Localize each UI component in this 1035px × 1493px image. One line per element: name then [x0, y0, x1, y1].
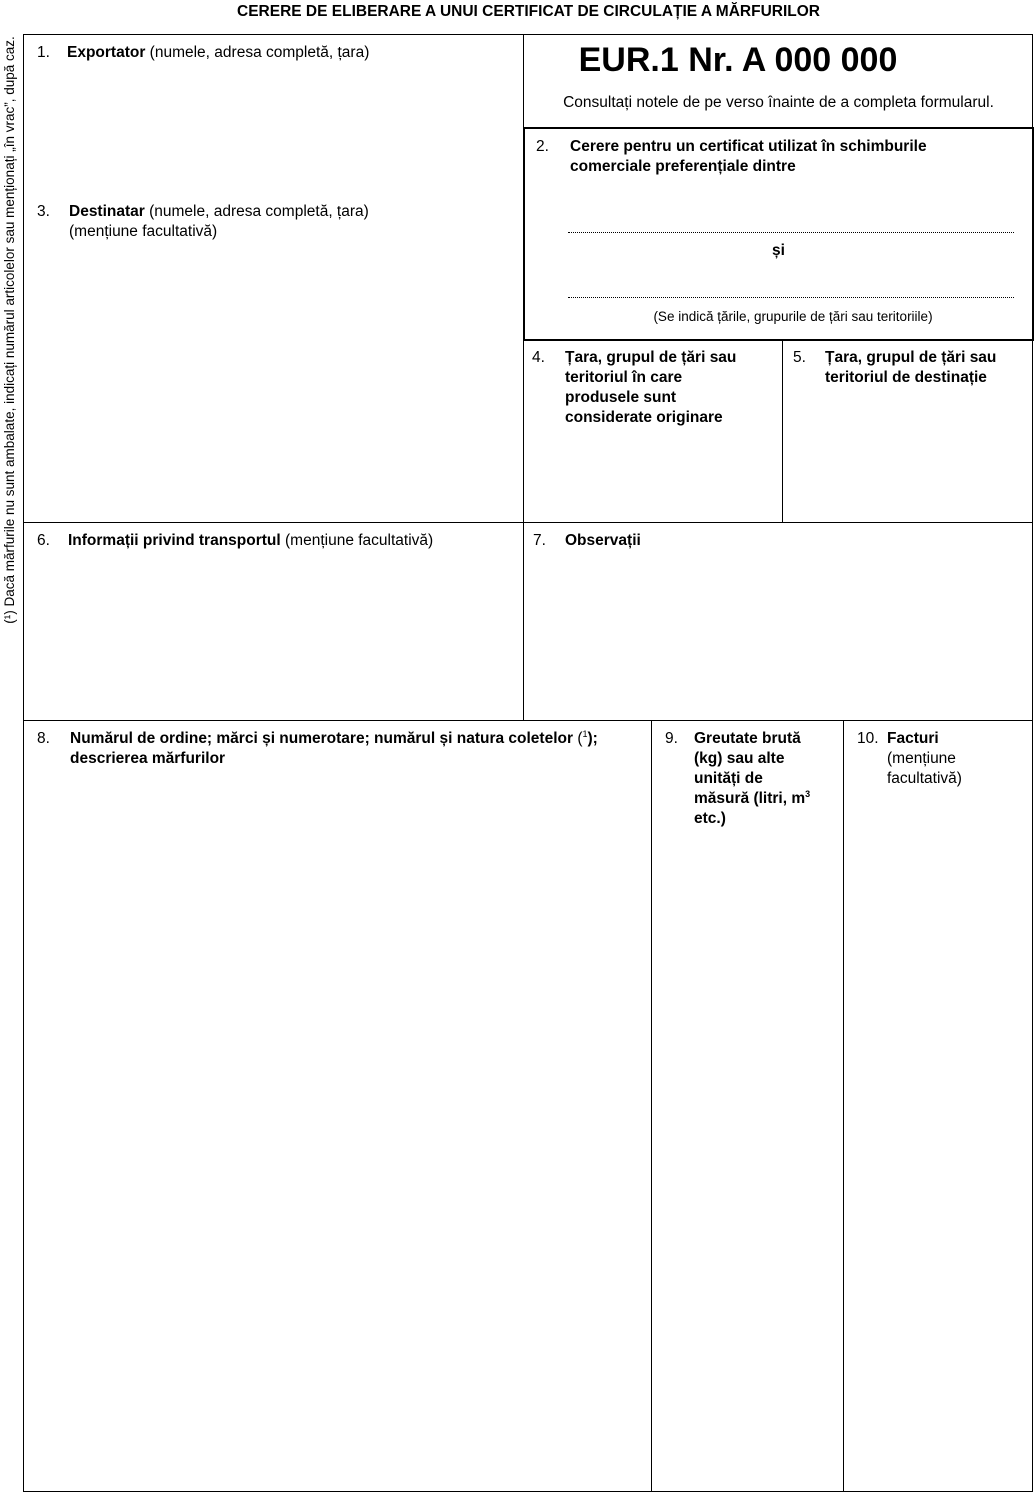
field-4-line-3: produsele sunt: [565, 389, 677, 406]
field-4-line-2: teritoriul în care: [565, 369, 683, 386]
field-8-footnote-close: );: [587, 730, 598, 747]
form-grid: [23, 34, 1033, 1492]
field-9-line-4-sup: 3: [805, 788, 811, 799]
field-2-title-line1: Cerere pentru un certificat utilizat în schimburile: [570, 138, 927, 155]
field-4-origin-country[interactable]: [532, 348, 772, 513]
field-2-dotted-line-2[interactable]: [568, 297, 1014, 298]
field-6-number: 6.: [37, 532, 50, 549]
page-title: CERERE DE ELIBERARE A UNUI CERTIFICAT DE CIRCULAȚIE A MĂRFURILOR: [237, 3, 820, 20]
field-4-line-4: considerate originare: [565, 409, 723, 426]
field-3-title: Destinatar: [69, 203, 145, 220]
field-10-desc-2: facultativă): [887, 770, 962, 787]
field-9-line-3: unități de: [694, 770, 763, 787]
divider-horizontal-row8: [24, 720, 1032, 721]
field-8-goods-description[interactable]: [37, 729, 642, 1479]
field-8-footnote-open: (: [573, 730, 583, 747]
side-footnote-text: (¹) Dacă mărfurile nu sunt ambalate, indicați numărul articolelor sau menționați „în vrac”, după caz.: [2, 36, 17, 624]
field-4-line-1: Țara, grupul de țări sau: [565, 349, 737, 366]
field-5-line-1: Țara, grupul de țări sau: [825, 349, 997, 366]
field-9-gross-weight[interactable]: [665, 729, 835, 1479]
field-3-desc: (numele, adresa completă, țara): [144, 203, 369, 220]
field-9-line-4: măsură (litri, m: [694, 790, 806, 807]
field-5-line-2: teritoriul de destinație: [825, 369, 987, 386]
divider-vertical-8-9: [651, 720, 652, 1491]
certificate-number: EUR.1 Nr. A 000 000: [578, 41, 898, 79]
field-8-title-line1: Numărul de ordine; mărci și numerotare; numărul și natura coletelor: [70, 730, 574, 747]
field-9-line-1: Greutate brută: [694, 730, 801, 747]
field-7-number: 7.: [533, 532, 546, 549]
field-10-title: Facturi: [887, 730, 939, 747]
field-8-title-line2: descrierea mărfurilor: [70, 750, 226, 767]
field-10-number: 10.: [857, 730, 879, 747]
divider-vertical-4-5: [782, 341, 783, 522]
field-9-line-2: (kg) sau alte: [694, 750, 785, 767]
field-2-and: și: [772, 242, 785, 259]
divider-vertical-9-10: [843, 720, 844, 1491]
consult-note: Consultați notele de pe verso înainte de a completa formularul.: [563, 94, 994, 111]
field-10-desc-1: (mențiune: [887, 750, 956, 767]
side-footnote: [0, 0, 20, 660]
field-1-title: Exportator: [67, 44, 146, 61]
field-2-number: 2.: [536, 138, 549, 155]
field-3-desc-2: (mențiune facultativă): [69, 223, 218, 240]
field-1-number: 1.: [37, 44, 50, 61]
field-6-desc: (mențiune facultativă): [280, 532, 434, 549]
field-7-remarks[interactable]: [533, 531, 1023, 711]
field-5-destination-country[interactable]: [793, 348, 1028, 513]
field-4-number: 4.: [532, 349, 545, 366]
field-2-dotted-line-1[interactable]: [568, 232, 1014, 233]
divider-horizontal-row6: [24, 522, 1032, 523]
field-7-title: Observații: [565, 532, 641, 549]
field-5-number: 5.: [793, 349, 806, 366]
field-3-number: 3.: [37, 203, 50, 220]
field-10-invoices[interactable]: [857, 729, 1027, 1479]
field-2-countries[interactable]: [523, 127, 1034, 341]
field-9-number: 9.: [665, 730, 678, 747]
field-3-consignee[interactable]: [37, 202, 507, 502]
field-1-desc: (numele, adresa completă, țara): [145, 44, 370, 61]
field-1-exporter[interactable]: [37, 43, 507, 193]
field-2-note: (Se indică țările, grupurile de țări sau teritoriile): [653, 309, 933, 324]
field-9-line-5: etc.): [694, 810, 726, 827]
field-8-footnote-mark: 1: [582, 728, 588, 739]
field-6-transport[interactable]: [37, 531, 517, 711]
field-8-number: 8.: [37, 730, 50, 747]
field-6-title: Informații privind transportul: [68, 532, 281, 549]
field-2-title-line2: comerciale preferențiale dintre: [570, 158, 796, 175]
